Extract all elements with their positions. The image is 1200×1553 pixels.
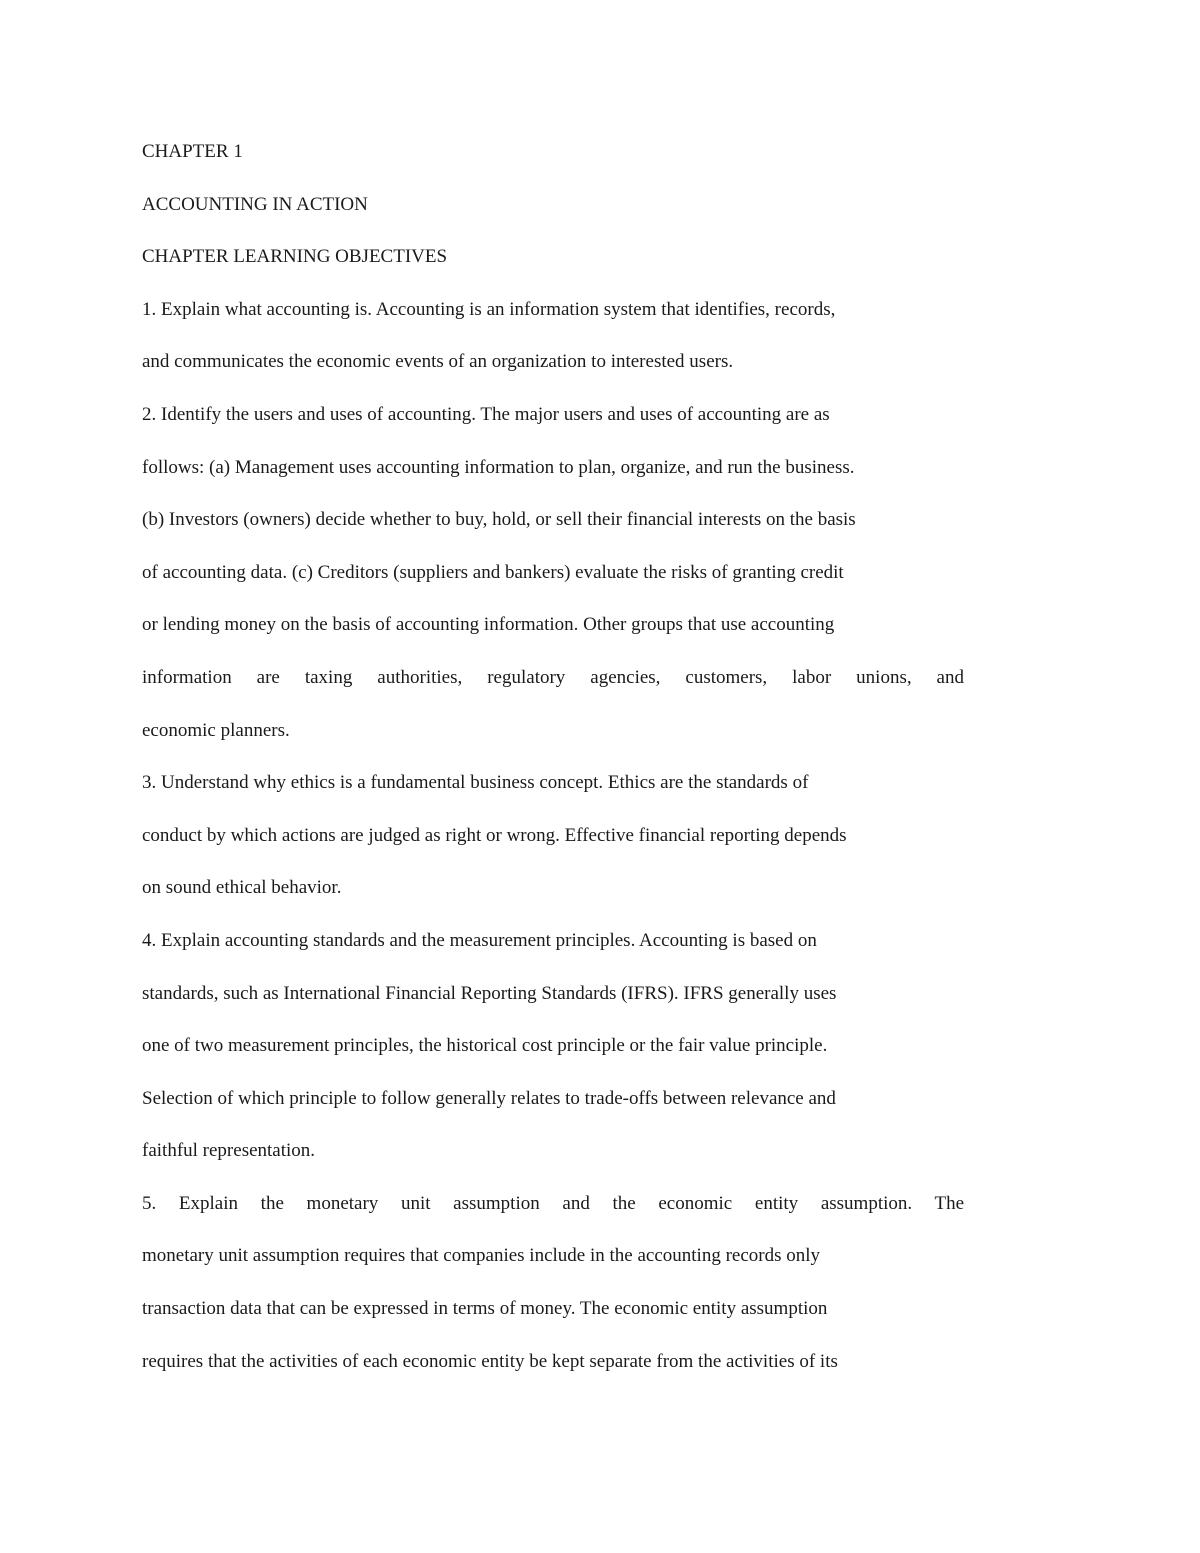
text-line: monetary unit assumption requires that companies include in the accounting records only xyxy=(142,1245,821,1267)
text-line: one of two measurement principles, the historical cost principle or the fair value principle. xyxy=(142,1035,828,1057)
text-line: Selection of which principle to follow generally relates to trade-offs between relevance and xyxy=(142,1087,836,1109)
learning-objectives-heading: CHAPTER LEARNING OBJECTIVES xyxy=(142,246,448,268)
text-line: (b) Investors (owners) decide whether to buy, hold, or sell their financial interests on the basis xyxy=(142,509,856,531)
text-line: 3. Understand why ethics is a fundamental business concept. Ethics are the standards of xyxy=(142,772,809,794)
text-line: standards, such as International Financial Reporting Standards (IFRS). IFRS generally uses xyxy=(142,982,837,1004)
text-line: 5. Explain the monetary unit assumption and the economic entity assumption. The xyxy=(142,1192,964,1214)
objectives-text xyxy=(142,297,964,1375)
text-line: information are taxing authorities, regulatory agencies, customers, labor unions, and xyxy=(142,666,964,688)
text-line: conduct by which actions are judged as right or wrong. Effective financial reporting depends xyxy=(142,824,847,846)
text-line: of accounting data. (c) Creditors (suppliers and bankers) evaluate the risks of granting credit xyxy=(142,561,844,583)
text-line: and communicates the economic events of an organization to interested users. xyxy=(142,351,734,373)
text-line: requires that the activities of each economic entity be kept separate from the activities of its xyxy=(142,1350,838,1372)
text-line: 1. Explain what accounting is. Accounting is an information system that identifies, records, xyxy=(142,298,836,320)
chapter-title-heading: ACCOUNTING IN ACTION xyxy=(142,193,368,215)
document-body xyxy=(142,139,964,1401)
text-line: transaction data that can be expressed in terms of money. The economic entity assumption xyxy=(142,1298,828,1320)
text-line: on sound ethical behavior. xyxy=(142,877,342,899)
chapter-number-heading: CHAPTER 1 xyxy=(142,141,243,162)
text-line: follows: (a) Management uses accounting information to plan, organize, and run the business. xyxy=(142,456,855,478)
text-line: or lending money on the basis of accounting information. Other groups that use accounting xyxy=(142,614,835,636)
text-line: 2. Identify the users and uses of accounting. The major users and uses of accounting are as xyxy=(142,403,830,425)
text-line: faithful representation. xyxy=(142,1140,316,1162)
text-line: 4. Explain accounting standards and the measurement principles. Accounting is based on xyxy=(142,929,817,951)
text-line: economic planners. xyxy=(142,719,290,741)
